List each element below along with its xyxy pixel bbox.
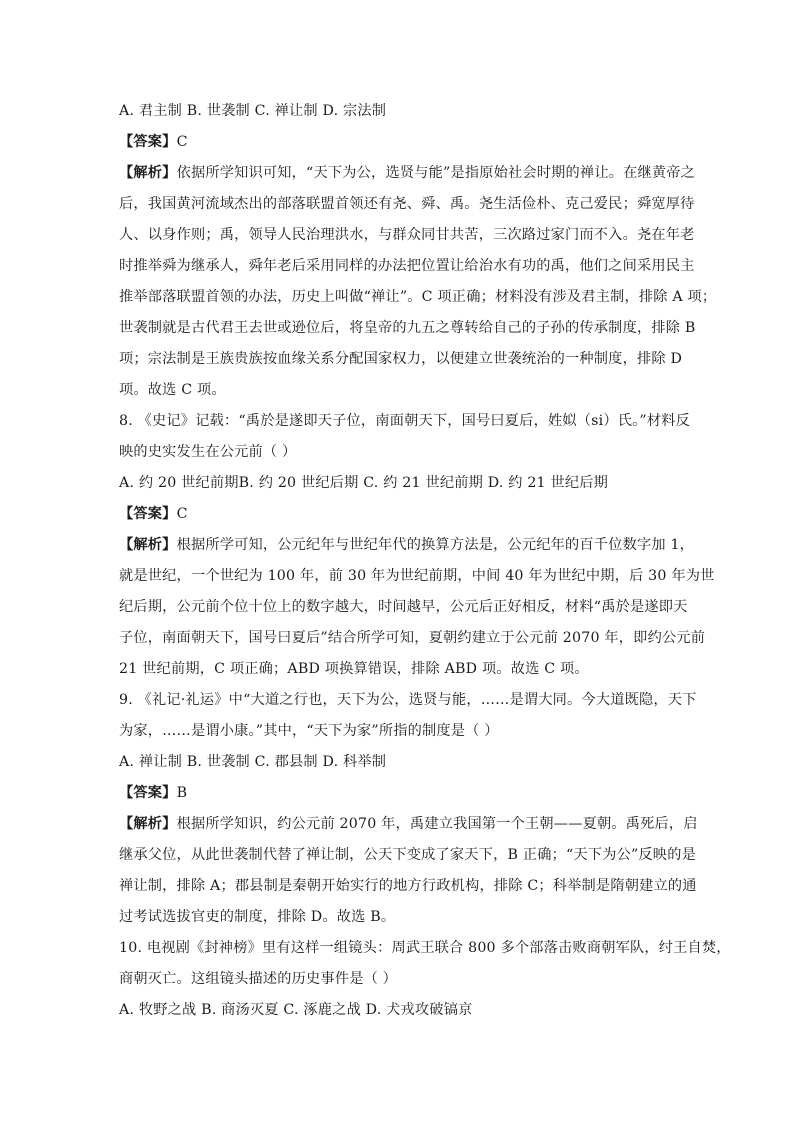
question-10-stem-line: 商朝灭亡。这组镜头描述的历史事件是（ ） (119, 971, 398, 987)
question-8-options: A. 约 20 世纪前期B. 约 20 世纪后期 C. 约 21 世纪前期 D. 约 21 世纪后期 (119, 475, 609, 491)
question-8-stem: 8. 《史记》记载：“禹於是遂即天子位，南面朝天下，国号曰夏后，姓姒（si）氏。”材料反 (119, 413, 691, 429)
question-8-analysis-line: 纪后期，公元前个位十位上的数字越大，时间越早，公元后正好相反，材料“禹於是遂即天 (119, 599, 688, 615)
question-9-analysis-line: 继承父位，从此世袭制代替了禅让制，公天下变成了家天下，B 正确；“天下为公”反映的是 (119, 847, 696, 863)
question-7-analysis-line: 项；宗法制是王族贵族按血缘关系分配国家权力，以便建立世袭统治的一种制度，排除 D (119, 351, 683, 367)
question-8-analysis-line: 21 世纪前期，C 项正确；ABD 项换算错误，排除 ABD 项。故选 C 项。 (119, 661, 589, 677)
question-8-answer: 【答案】C (119, 506, 188, 522)
question-9-stem: 9. 《礼记·礼运》中“大道之行也，天下为公，选贤与能，……是谓大同。今大道既隐，天下 (119, 692, 697, 708)
question-8-analysis-line: 子位，南面朝天下，国号曰夏后”结合所学可知，夏朝约建立于公元前 2070 年，即约公元前 (119, 630, 706, 646)
question-10-stem: 10. 电视剧《封神榜》里有这样一组镜头：周武王联合 800 多个部落击败商朝军队，纣王自焚， (119, 940, 731, 956)
question-7-analysis-line: 时推举舜为继承人，舜年老后采用同样的办法把位置让给治水有功的禹，他们之间采用民主 (119, 258, 695, 274)
question-9-answer: 【答案】B (119, 785, 188, 801)
question-7-options: A. 君主制 B. 世袭制 C. 禅让制 D. 宗法制 (119, 103, 387, 119)
question-8-analysis: 【解析】根据所学可知，公元纪年与世纪年代的换算方法是，公元纪年的百千位数字加 1， (119, 537, 695, 553)
question-7-analysis-line: 人、以身作则；禹，领导人民治理洪水，与群众同甘共苦，三次路过家门而不入。尧在年老 (119, 227, 695, 243)
question-7-analysis-line: 世袭制就是古代君王去世或逊位后，将皇帝的九五之尊转给自己的子孙的传承制度，排除 B (119, 320, 696, 336)
question-7-analysis-line: 后，我国黄河流域杰出的部落联盟首领还有尧、舜、禹。尧生活俭朴、克己爱民；舜宽厚待 (119, 196, 695, 212)
question-9-stem-line: 为家，……是谓小康。”其中，“天下为家”所指的制度是（ ） (119, 723, 499, 739)
question-9-analysis: 【解析】根据所学知识，约公元前 2070 年，禹建立我国第一个王朝——夏朝。禹死后，启 (119, 816, 698, 832)
question-7-analysis-line: 项。故选 C 项。 (119, 382, 226, 398)
question-10-options: A. 牧野之战 B. 商汤灭夏 C. 涿鹿之战 D. 犬戎攻破镐京 (119, 1002, 473, 1018)
question-9-analysis-line: 过考试选拔官吏的制度，排除 D。故选 B。 (119, 909, 396, 925)
question-7-analysis-line: 推举部落联盟首领的办法，历史上叫做“禅让”。C 项正确；材料没有涉及君主制，排除 A 项； (119, 289, 717, 305)
question-8-analysis-line: 就是世纪，一个世纪为 100 年，前 30 年为世纪前期，中间 40 年为世纪中期，后 30 年为世 (119, 568, 715, 584)
question-9-options: A. 禅让制 B. 世袭制 C. 郡县制 D. 科举制 (119, 754, 387, 770)
question-7-analysis: 【解析】依据所学知识可知，“天下为公，选贤与能”是指原始社会时期的禅让。在继黄帝之 (119, 165, 696, 181)
question-8-stem-line: 映的史实发生在公元前（ ） (119, 444, 297, 460)
question-9-analysis-line: 禅让制，排除 A；郡县制是秦朝开始实行的地方行政机构，排除 C；科举制是隋朝建立的通 (119, 878, 697, 894)
question-7-answer: 【答案】C (119, 134, 188, 150)
